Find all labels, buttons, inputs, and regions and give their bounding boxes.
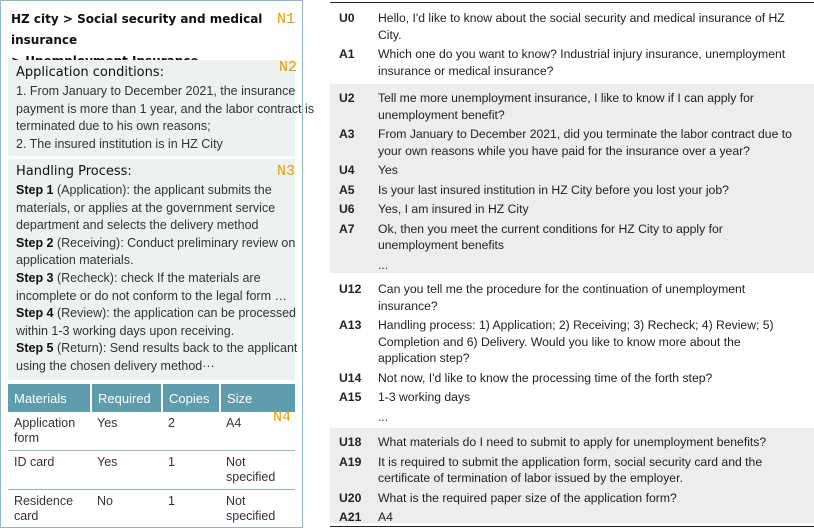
conditions-box — [8, 59, 315, 156]
knowledge-panel — [0, 0, 315, 528]
utterance: Tell me more unemployment insurance, I like to know if I can apply for unemployment benefit? — [378, 91, 754, 122]
column-header: Copies — [162, 384, 220, 412]
dialogue-section-4 — [330, 428, 814, 523]
step-label: Step 1 — [16, 183, 54, 197]
step-label: Step 3 — [16, 270, 54, 285]
step-text: department and selects the delivery method — [16, 218, 259, 233]
step-text: application materials. — [16, 253, 134, 268]
dialogue-turn — [330, 162, 814, 179]
speaker-id: A7 — [339, 221, 355, 236]
speaker-id: A19 — [339, 454, 362, 469]
step-text: using the chosen delivery method··· — [16, 358, 215, 373]
utterance: What materials do I need to submit to apply for unemployment benefits? — [378, 435, 767, 449]
utterance: Can you tell me the procedure for the continuation of unemployment insurance? — [378, 282, 746, 313]
speaker-id: A5 — [339, 182, 355, 197]
dialogue-section-2 — [330, 84, 814, 273]
utterance: It is required to submit the application form, social security card and the certificate of termination of labor issued by the employer. — [378, 454, 763, 485]
dialogue-turn — [330, 201, 814, 218]
utterance: Yes, I am insured in HZ City — [378, 202, 529, 216]
dialogue-turn — [330, 370, 814, 387]
dialogue-turn — [330, 434, 814, 451]
speaker-id: U2 — [339, 91, 355, 105]
step-label: Step 5 — [16, 341, 54, 356]
step-text: (Receiving): Conduct preliminary review on — [53, 235, 296, 250]
process-step-5 — [16, 340, 298, 358]
dialogue-turn — [330, 10, 814, 43]
conditions-heading: Application conditions: — [16, 65, 165, 80]
step-text: incomplete or do not conform to the legal form … — [16, 288, 287, 303]
process-step-2 — [16, 235, 296, 253]
speaker-id: U20 — [339, 490, 362, 505]
step-text: within 1-3 working days upon receiving. — [16, 323, 235, 338]
utterance: Handling process: 1) Application; 2) Receiving; 3) Recheck; 4) Review; 5) Completion and 6) Delivery. Would you like to know more about the application step? — [378, 318, 774, 365]
speaker-id: A21 — [339, 510, 362, 524]
speaker-id: A3 — [339, 127, 355, 141]
table-cell: 1 — [168, 494, 175, 508]
table-cell: ID card — [8, 451, 91, 490]
speaker-id: U4 — [339, 163, 355, 177]
dialogue-turn — [330, 126, 814, 159]
conditions-line: 2. The insured institution is in HZ City — [16, 136, 223, 151]
dialogue-turn — [330, 317, 814, 367]
step-text: (Return): Send results back to the applicant — [53, 341, 298, 356]
conditions-line: terminated due to his own reasons; — [16, 119, 211, 134]
speaker-id: U14 — [339, 370, 362, 385]
utterance: Not now, I'd like to know the processing time of the forth step? — [378, 370, 713, 385]
process-step-1 — [16, 182, 287, 200]
dialogue-turn — [330, 509, 814, 526]
dialogue-turn — [330, 389, 814, 406]
speaker-id: A13 — [339, 318, 362, 332]
utterance: What is the required paper size of the application form? — [378, 490, 677, 505]
step-text: (Recheck): check If the materials are — [53, 270, 261, 285]
dialogue-turn — [330, 281, 814, 314]
dialogue-section-1 — [330, 4, 814, 82]
step-text: materials, or applies at the government service — [16, 200, 276, 215]
column-header: Required — [91, 384, 162, 412]
node-tag-n3: N3 — [277, 163, 296, 180]
table-cell: Residence card — [14, 494, 74, 523]
ellipsis: ... — [378, 257, 389, 272]
process-step-3 — [16, 270, 287, 288]
node-tag-n4: N4 — [273, 409, 292, 426]
dialogue-turn — [330, 454, 814, 487]
step-text: (Review): the application can be processed — [53, 306, 297, 321]
step-text: (Application): the applicant submits the — [53, 183, 272, 197]
utterance: From January to December 2021, did you terminate the labor contract due to your own reasons while you have paid for the insurance over a year? — [378, 127, 792, 158]
column-header: Materials — [8, 384, 91, 412]
utterance: Ok, then you meet the current conditions for HZ City to apply for unemployment benefits — [378, 221, 723, 252]
materials-table — [8, 384, 295, 528]
conditions-text — [16, 83, 315, 153]
process-steps — [16, 182, 298, 376]
table-header-row — [8, 384, 295, 412]
conditions-line: 1. From January to December 2021, the insurance — [16, 84, 296, 98]
dialogue-turn — [330, 182, 814, 199]
step-label: Step 4 — [16, 306, 54, 321]
table-row — [8, 490, 295, 529]
node-tag-n2: N2 — [279, 59, 298, 76]
process-step-4 — [16, 305, 297, 323]
speaker-id: U18 — [339, 435, 362, 449]
dialogue-section-3 — [330, 275, 814, 427]
process-heading: Handling Process: — [16, 164, 132, 179]
table-cell: A4 — [220, 412, 295, 451]
table-row — [8, 412, 295, 451]
breadcrumb-line-1: HZ city > Social security and medical insurance — [11, 12, 263, 47]
speaker-id: U0 — [339, 11, 355, 25]
utterance: A4 — [378, 510, 393, 524]
utterance: Which one do you want to know? Industrial injury insurance, unemployment insurance or medical insurance? — [378, 47, 786, 78]
bottom-rule — [330, 526, 814, 527]
speaker-id: A1 — [339, 47, 355, 61]
conditions-line: payment is more than 1 year, and the labor contract is — [16, 101, 315, 116]
table-cell: 1 — [162, 451, 220, 490]
speaker-id: U6 — [339, 202, 355, 216]
utterance: Is your last insured institution in HZ City before you lost your job? — [378, 182, 729, 197]
speaker-id: U12 — [339, 282, 362, 296]
node-tag-n1: N1 — [277, 11, 296, 28]
process-box — [8, 159, 298, 380]
table-cell: Not specified — [220, 451, 295, 490]
utterance: Hello, I'd like to know about the social security and medical insurance of HZ City. — [378, 11, 785, 42]
column-header: Size — [220, 384, 295, 412]
table-cell: No — [97, 494, 113, 508]
top-rule — [330, 2, 814, 3]
table-cell: 2 — [162, 412, 220, 451]
speaker-id: A15 — [339, 390, 362, 404]
dialogue-panel — [330, 0, 814, 532]
utterance: 1-3 working days — [378, 390, 471, 404]
table-cell: Not specified — [226, 494, 276, 523]
utterance: Yes — [378, 163, 398, 177]
dialogue-turn — [330, 221, 814, 254]
step-label: Step 2 — [16, 235, 54, 250]
table-cell: Application form — [8, 412, 91, 451]
dialogue-turn — [330, 490, 814, 507]
table-cell: Yes — [91, 412, 162, 451]
table-row — [8, 451, 295, 490]
dialogue-turn — [330, 46, 814, 79]
dialogue-turn — [330, 90, 814, 123]
table-cell: Yes — [91, 451, 162, 490]
ellipsis: ... — [378, 409, 389, 424]
